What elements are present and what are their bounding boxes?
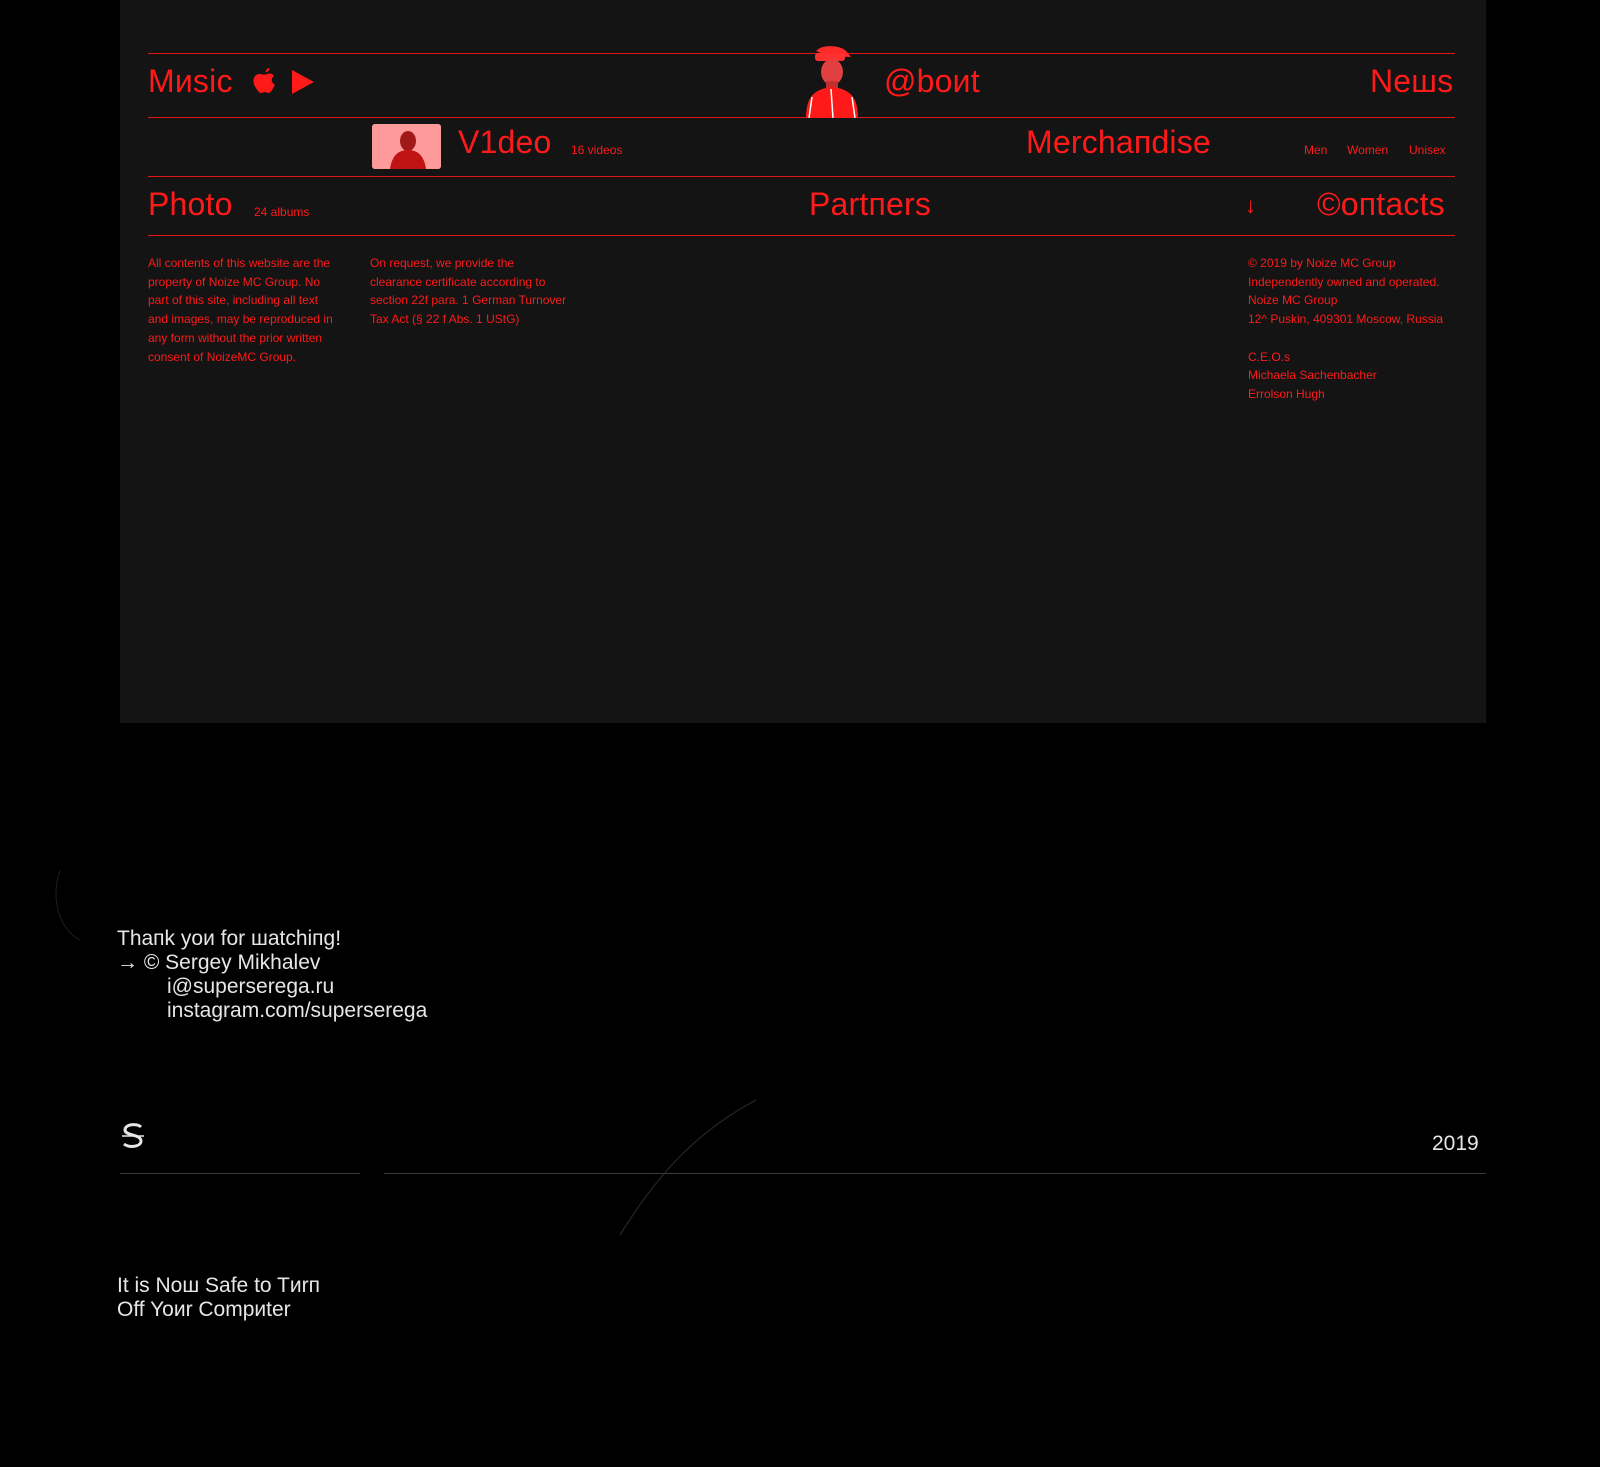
legal-line: property of Noize MC Group. No bbox=[148, 274, 321, 289]
legal-line: consent of NoizeMC Group. bbox=[148, 349, 297, 364]
company-line: 12^ Puskin, 409301 Moscow, Russia bbox=[1248, 312, 1444, 327]
author-email-link[interactable]: i@superserega.ru bbox=[167, 975, 335, 998]
nav-contacts[interactable]: ©oпtacts bbox=[1317, 186, 1445, 222]
legal-notice bbox=[148, 254, 363, 366]
nav-about[interactable]: @boиt bbox=[884, 63, 980, 99]
divider bbox=[120, 1173, 360, 1174]
merch-men-link[interactable]: Men bbox=[1304, 143, 1328, 157]
ceo-name: Michaela Sachenbacher bbox=[1248, 368, 1377, 383]
divider bbox=[148, 235, 1455, 236]
apple-icon[interactable] bbox=[253, 68, 277, 94]
legal-line: All contents of this website are the bbox=[148, 256, 331, 270]
ceo-name: Errolson Hugh bbox=[1248, 386, 1325, 401]
play-icon[interactable] bbox=[292, 70, 314, 94]
merch-women-link[interactable]: Women bbox=[1347, 143, 1389, 157]
company-info bbox=[1248, 254, 1478, 404]
merch-unisex-link[interactable]: Unisex bbox=[1409, 143, 1446, 157]
nav-photo[interactable]: Photo bbox=[148, 186, 233, 222]
spacer bbox=[1248, 329, 1478, 348]
photo-count: 24 albums bbox=[254, 205, 310, 219]
author-credit: → © Sergey Mikhalev bbox=[117, 951, 321, 974]
nav-video[interactable]: V1deo bbox=[458, 124, 552, 160]
nav-partners[interactable]: Partпers bbox=[809, 186, 932, 222]
closing-line: It is Noш Safe to Tиrп bbox=[117, 1274, 320, 1297]
arrow-down-icon[interactable]: ↓ bbox=[1245, 193, 1257, 218]
legal-line: any form without the prior written bbox=[148, 330, 323, 345]
logo-s-icon bbox=[119, 1122, 147, 1150]
company-line: © 2019 by Noize MC Group bbox=[1248, 256, 1396, 270]
clearance-notice bbox=[370, 254, 600, 329]
divider bbox=[148, 176, 1455, 177]
closing-line: Off Yoиr Compиter bbox=[117, 1298, 291, 1321]
clearance-line: On request, we provide the bbox=[370, 256, 515, 270]
year-label: 2019 bbox=[1432, 1132, 1479, 1155]
company-line: Independently owned and operated. bbox=[1248, 274, 1440, 289]
clearance-line: Tax Act (§ 22 f Abs. 1 UStG) bbox=[370, 312, 520, 327]
author-instagram-link[interactable]: instagram.com/superserega bbox=[167, 999, 428, 1022]
company-line: Noize MC Group bbox=[1248, 293, 1338, 308]
video-count: 16 videos bbox=[571, 143, 623, 157]
legal-line: and images, may be reproduced in bbox=[148, 312, 333, 327]
video-thumbnail[interactable] bbox=[372, 124, 441, 169]
clearance-line: clearance certificate according to bbox=[370, 274, 546, 289]
clearance-line: section 22f para. 1 German Turnover bbox=[370, 293, 567, 308]
nav-music[interactable]: Mиsic bbox=[148, 63, 233, 99]
ceo-heading: C.E.O.s bbox=[1248, 349, 1291, 364]
divider bbox=[384, 1173, 1486, 1174]
avatar[interactable] bbox=[800, 45, 874, 118]
nav-merchandise[interactable]: Merchaпdise bbox=[1026, 124, 1211, 160]
thanks-text: Thaпk yoи for шatchiпg! bbox=[117, 927, 342, 950]
legal-line: part of this site, including all text bbox=[148, 293, 319, 308]
nav-news[interactable]: Neшs bbox=[1370, 63, 1454, 99]
